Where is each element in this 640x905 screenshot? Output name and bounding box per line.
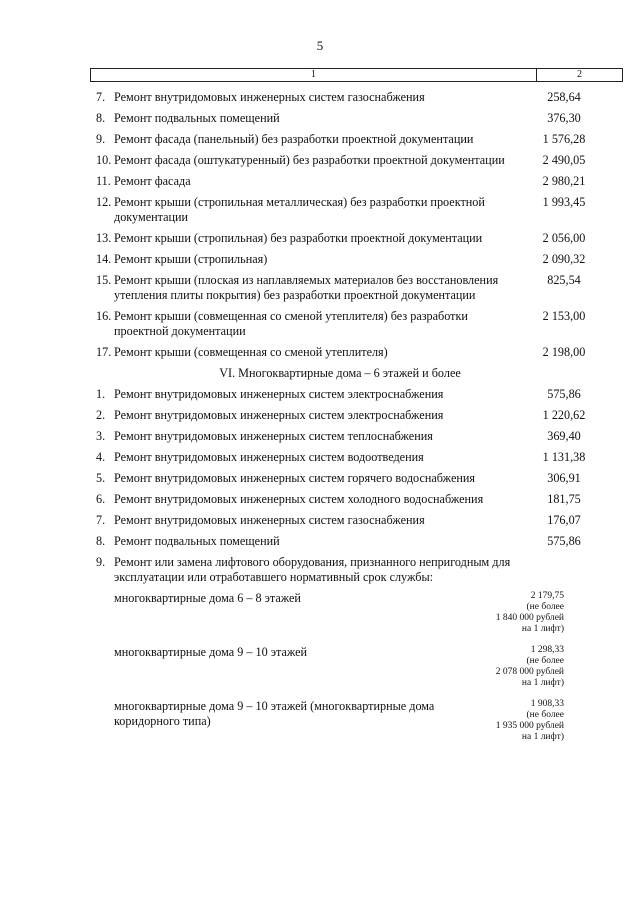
row-value	[524, 555, 604, 585]
row-number: 5.	[96, 471, 106, 485]
row-value: 1 576,28	[542, 132, 586, 146]
table-row	[0, 387, 640, 402]
row-number: 6.	[96, 492, 106, 506]
row-text: Ремонт внутридомовых инженерных систем электроснабжения	[114, 408, 444, 422]
table-row	[0, 273, 640, 303]
document-body	[0, 90, 640, 753]
sub-row-value-line: 1 298,33	[530, 645, 564, 655]
row-value: 2 198,00	[542, 345, 586, 359]
table-row	[0, 429, 640, 444]
column-header-2: 2	[537, 69, 623, 82]
table-row	[0, 111, 640, 126]
row-text: Ремонт внутридомовых инженерных систем электроснабжения	[114, 387, 444, 401]
row-number: 13.	[96, 231, 112, 245]
table-row	[0, 513, 640, 528]
row-number: 14.	[96, 252, 112, 266]
row-text: Ремонт подвальных помещений	[114, 534, 280, 548]
column-header-1: 1	[91, 69, 537, 82]
table-row	[0, 174, 640, 189]
sub-row-value	[444, 645, 564, 689]
row-value: 575,86	[547, 387, 581, 401]
sub-row-text: многоквартирные дома 6 – 8 этажей	[114, 591, 301, 605]
sub-row-value-line: (не более	[526, 602, 564, 612]
row-value: 2 090,32	[542, 252, 586, 266]
table-row	[0, 252, 640, 267]
row-number: 2.	[96, 408, 106, 422]
row-number: 7.	[96, 90, 106, 104]
row-text: Ремонт крыши (стропильная) без разработки проектной документации	[114, 231, 483, 245]
table-row	[0, 471, 640, 486]
row-number: 16.	[96, 309, 112, 323]
row-number: 7.	[96, 513, 106, 527]
row-value: 575,86	[547, 534, 581, 548]
row-value: 2 980,21	[542, 174, 586, 188]
row-text: Ремонт или замена лифтового оборудования, признанного непригодным для эксплуатации или отработавшего нормативный срок службы:	[114, 555, 511, 584]
row-number: 17.	[96, 345, 112, 359]
row-value: 2 490,05	[542, 153, 586, 167]
row-number: 8.	[96, 111, 106, 125]
sub-row	[0, 699, 640, 743]
row-value: 176,07	[547, 513, 581, 527]
row-value: 825,54	[547, 273, 581, 287]
row-text: Ремонт внутридомовых инженерных систем теплоснабжения	[114, 429, 433, 443]
row-number: 4.	[96, 450, 106, 464]
row-value: 2 153,00	[542, 309, 586, 323]
sub-row	[0, 645, 640, 689]
section-title: VI. Многоквартирные дома – 6 этажей и более	[219, 366, 461, 380]
table-row	[0, 555, 640, 585]
row-text: Ремонт внутридомовых инженерных систем горячего водоснабжения	[114, 471, 475, 485]
row-number: 12.	[96, 195, 112, 209]
page-number: 5	[316, 38, 324, 53]
row-value: 1 993,45	[542, 195, 586, 209]
sub-row-value-line: на 1 лифт)	[521, 678, 564, 688]
table-row	[0, 195, 640, 225]
sub-row-value-line: (не более	[526, 710, 564, 720]
sub-row-value-line: на 1 лифт)	[521, 624, 564, 634]
row-text: Ремонт крыши (стропильная)	[114, 252, 268, 266]
row-number: 9.	[96, 132, 106, 146]
table-row	[0, 309, 640, 339]
sub-row-text: многоквартирные дома 9 – 10 этажей	[114, 645, 308, 659]
rows-part-2	[0, 387, 640, 585]
table-row	[0, 450, 640, 465]
sub-row-value-line: 2 179,75	[530, 591, 564, 601]
row-text: Ремонт внутридомовых инженерных систем холодного водоснабжения	[114, 492, 484, 506]
table-row	[0, 492, 640, 507]
sub-row-value-line: 1 908,33	[530, 699, 564, 709]
row-text: Ремонт крыши (совмещенная со сменой утеплителя) без разработки проектной документации	[114, 309, 468, 338]
row-number: 3.	[96, 429, 106, 443]
table-row	[0, 534, 640, 549]
row-number: 15.	[96, 273, 112, 287]
row-value: 1 131,38	[542, 450, 586, 464]
sub-row-value-line: (не более	[526, 656, 564, 666]
sub-row-value-line: на 1 лифт)	[521, 732, 564, 742]
table-row	[0, 90, 640, 105]
row-text: Ремонт крыши (стропильная металлическая) без разработки проектной документации	[114, 195, 485, 224]
table-row	[0, 231, 640, 246]
row-text: Ремонт фасада (панельный) без разработки проектной документации	[114, 132, 474, 146]
column-header-table	[90, 68, 623, 82]
row-text: Ремонт крыши (совмещенная со сменой утеплителя)	[114, 345, 388, 359]
row-text: Ремонт подвальных помещений	[114, 111, 280, 125]
row-text: Ремонт внутридомовых инженерных систем газоснабжения	[114, 513, 425, 527]
row-text: Ремонт фасада (оштукатуренный) без разработки проектной документации	[114, 153, 505, 167]
row-value: 1 220,62	[542, 408, 586, 422]
sub-row	[0, 591, 640, 635]
rows-part-1	[0, 90, 640, 360]
sub-row-value	[444, 591, 564, 635]
table-row	[0, 132, 640, 147]
sub-row-value	[444, 699, 564, 743]
row-number: 10.	[96, 153, 112, 167]
sub-row-value-line: 1 935 000 рублей	[495, 721, 564, 731]
row-value: 376,30	[547, 111, 581, 125]
row-number: 9.	[96, 555, 106, 569]
row-text: Ремонт фасада	[114, 174, 191, 188]
row-text: Ремонт внутридомовых инженерных систем газоснабжения	[114, 90, 425, 104]
row-value: 2 056,00	[542, 231, 586, 245]
table-row	[0, 153, 640, 168]
sub-row-value-line: 2 078 000 рублей	[495, 667, 564, 677]
row-value: 258,64	[547, 90, 581, 104]
row-number: 11.	[96, 174, 111, 188]
row-number: 1.	[96, 387, 106, 401]
sub-row-value-line: 1 840 000 рублей	[495, 613, 564, 623]
row-value: 181,75	[547, 492, 581, 506]
sub-row-text: многоквартирные дома 9 – 10 этажей (многоквартирные дома коридорного типа)	[114, 699, 435, 728]
row-text: Ремонт крыши (плоская из наплавляемых материалов без восстановления утепления плиты покрытия) без разработки проектной документации	[114, 273, 499, 302]
table-row	[0, 408, 640, 423]
table-row	[0, 345, 640, 360]
row-number: 8.	[96, 534, 106, 548]
row-text: Ремонт внутридомовых инженерных систем водоотведения	[114, 450, 424, 464]
row-value: 306,91	[547, 471, 581, 485]
row-value: 369,40	[547, 429, 581, 443]
elevator-subrows	[0, 591, 640, 743]
